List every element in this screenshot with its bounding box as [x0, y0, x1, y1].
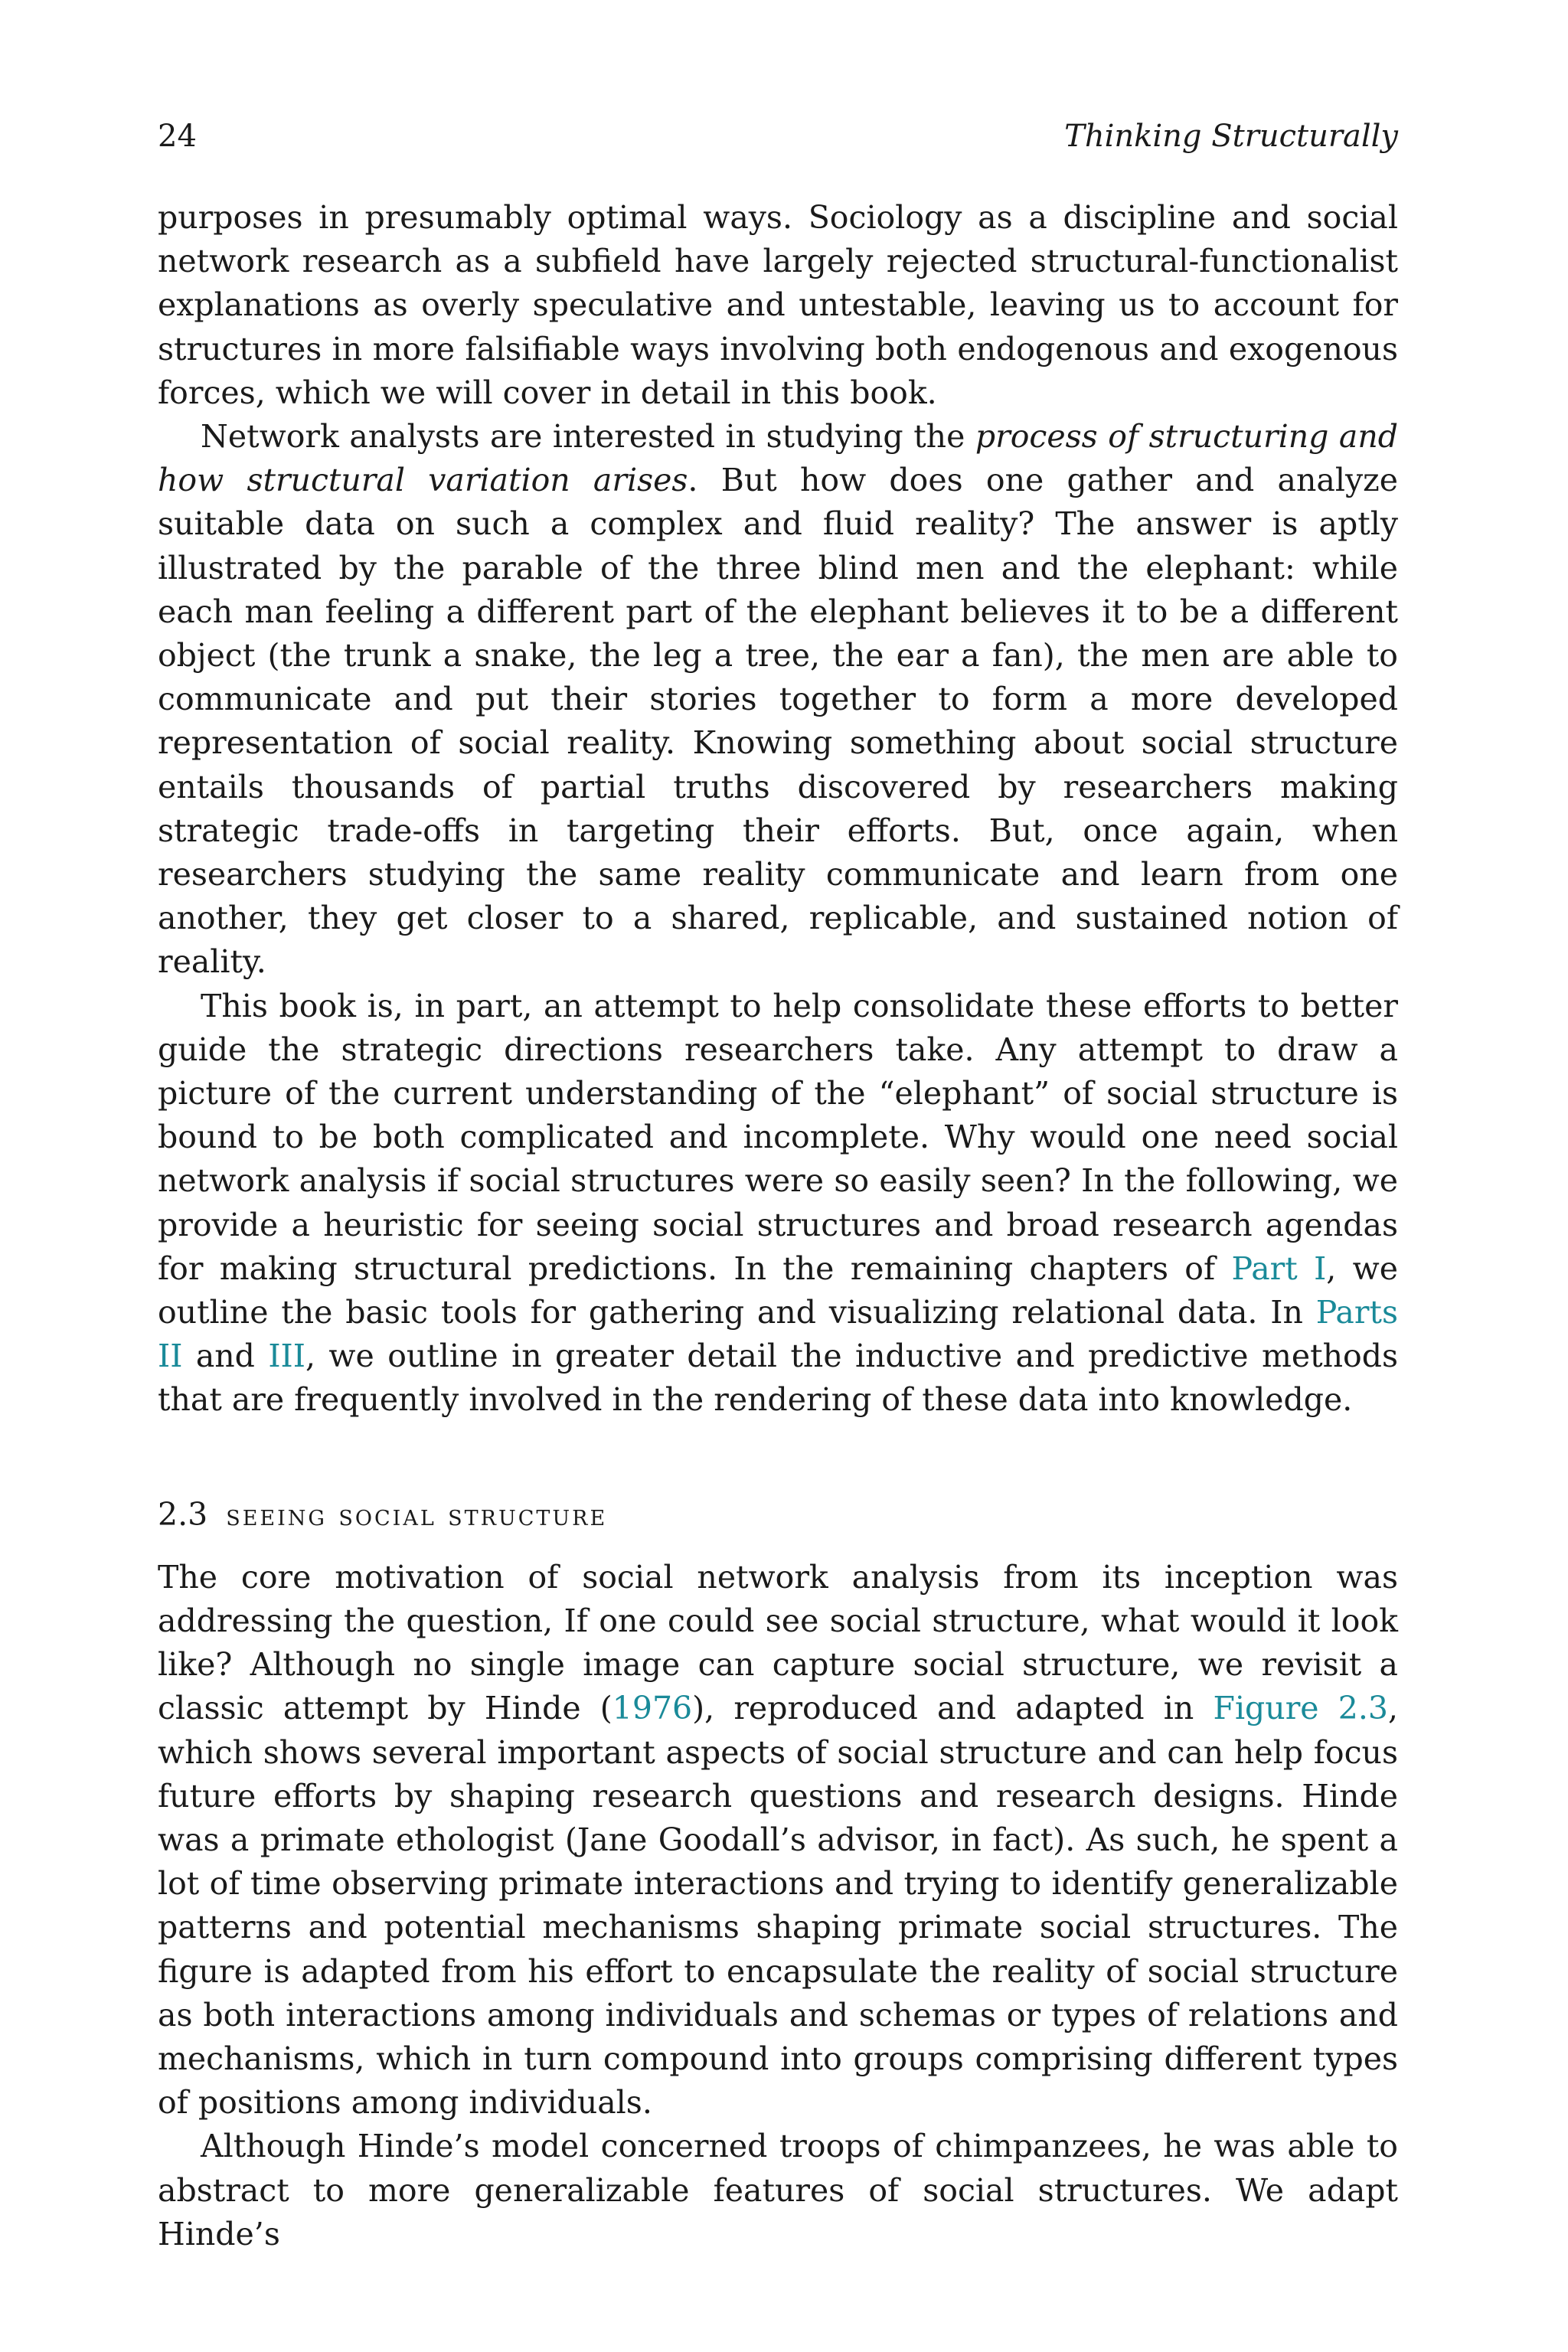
paragraph-text: , we outline in greater detail the inductive and predictive methods that are frequently involved in the rendering of these data into knowledge.	[158, 1338, 1398, 1419]
paragraph-hinde-model	[158, 2125, 1398, 2256]
paragraph-continuation	[158, 196, 1398, 415]
paragraph-text: ), reproduced and adapted in	[692, 1690, 1214, 1727]
paragraph-text: and	[182, 1338, 269, 1375]
paragraph-text: This book is, in part, an attempt to help consolidate these efforts to better guide the strategic directions researchers take. Any attempt to draw a picture of the current understanding of the “elephant” of social structure is bound to be both complicated and incomplete. Why would one need social network analysis if social structures were so easily seen? In the following, we provide a heuristic for seeing social structures and broad research agendas for making structural predictions. In the remaining chapters of	[158, 987, 1398, 1287]
emphasis-text: process of structuring and how structural variation arises	[158, 418, 1398, 499]
running-head	[158, 113, 1398, 159]
paragraph-text: , we outline the basic tools for gathering and visualizing relational data. In	[158, 1250, 1398, 1331]
book-page	[158, 113, 1398, 2256]
section-heading	[158, 1491, 1398, 1539]
running-title: Thinking Structurally	[1064, 119, 1398, 154]
paragraph-text: , which shows several important aspects of social structure and can help focus future efforts by shaping research questions and research designs. Hinde was a primate ethologist (Jane Goodall’s advisor, in fact). As such, he spent a lot of time observing primate interactions and trying to identify generalizable patterns and potential mechanisms shaping primate social structures. The figure is adapted from his effort to encapsulate the reality of social structure as both interactions among individuals and schemas or types of relations and mechanisms, which in turn compound into groups comprising different types of positions among individuals.	[158, 1690, 1398, 2122]
paragraph-text: purposes in presumably optimal ways. Sociology as a discipline and social network research as a subfield have largely rejected structural-functionalist explanations as overly speculative and untestable, leaving us to account for structures in more falsifiable ways involving both endogenous and exogenous forces, which we will cover in detail in this book.	[158, 199, 1398, 411]
paragraph-text: Although Hinde’s model concerned troops of chimpanzees, he was able to abstract to more generalizable features of social structures. We adapt Hinde’s	[158, 2128, 1398, 2252]
paragraph-core-motivation	[158, 1556, 1398, 2125]
link-part-iii[interactable]: III	[268, 1338, 305, 1375]
section-title: seeing social structure	[226, 1498, 608, 1533]
paragraph-text: The core motivation of social network analysis from its inception was addressing the question, If one could see social structure, what would it look like? Although no single image can capture social structure, we revisit a classic attempt by Hinde (	[158, 1558, 1398, 1727]
section-number: 2.3	[158, 1495, 208, 1533]
link-citation-1976[interactable]: 1976	[612, 1690, 693, 1727]
paragraph-text: Network analysts are interested in studying the	[201, 418, 975, 456]
paragraph-elephant	[158, 415, 1398, 985]
link-figure-2-3[interactable]: Figure 2.3	[1213, 1690, 1388, 1727]
paragraph-text: . But how does one gather and analyze suitable data on such a complex and fluid reality? The answer is aptly illustrated by the parable of the three blind men and the elephant: while each man feeling a different part of the elephant believes it to be a different object (the trunk a snake, the leg a tree, the ear a fan), the men are able to communicate and put their stories together to form a more developed representation of social reality. Knowing something about social structure entails thousands of partial truths discovered by researchers making strategic trade-offs in targeting their efforts. But, once again, when researchers studying the same reality communicate and learn from one another, they get closer to a shared, replicable, and sustained notion of reality.	[158, 462, 1398, 981]
link-parts-ii[interactable]: Parts II	[158, 1294, 1398, 1375]
link-part-i[interactable]: Part I	[1231, 1250, 1327, 1287]
paragraph-book-purpose	[158, 985, 1398, 1423]
page-number: 24	[158, 119, 197, 154]
